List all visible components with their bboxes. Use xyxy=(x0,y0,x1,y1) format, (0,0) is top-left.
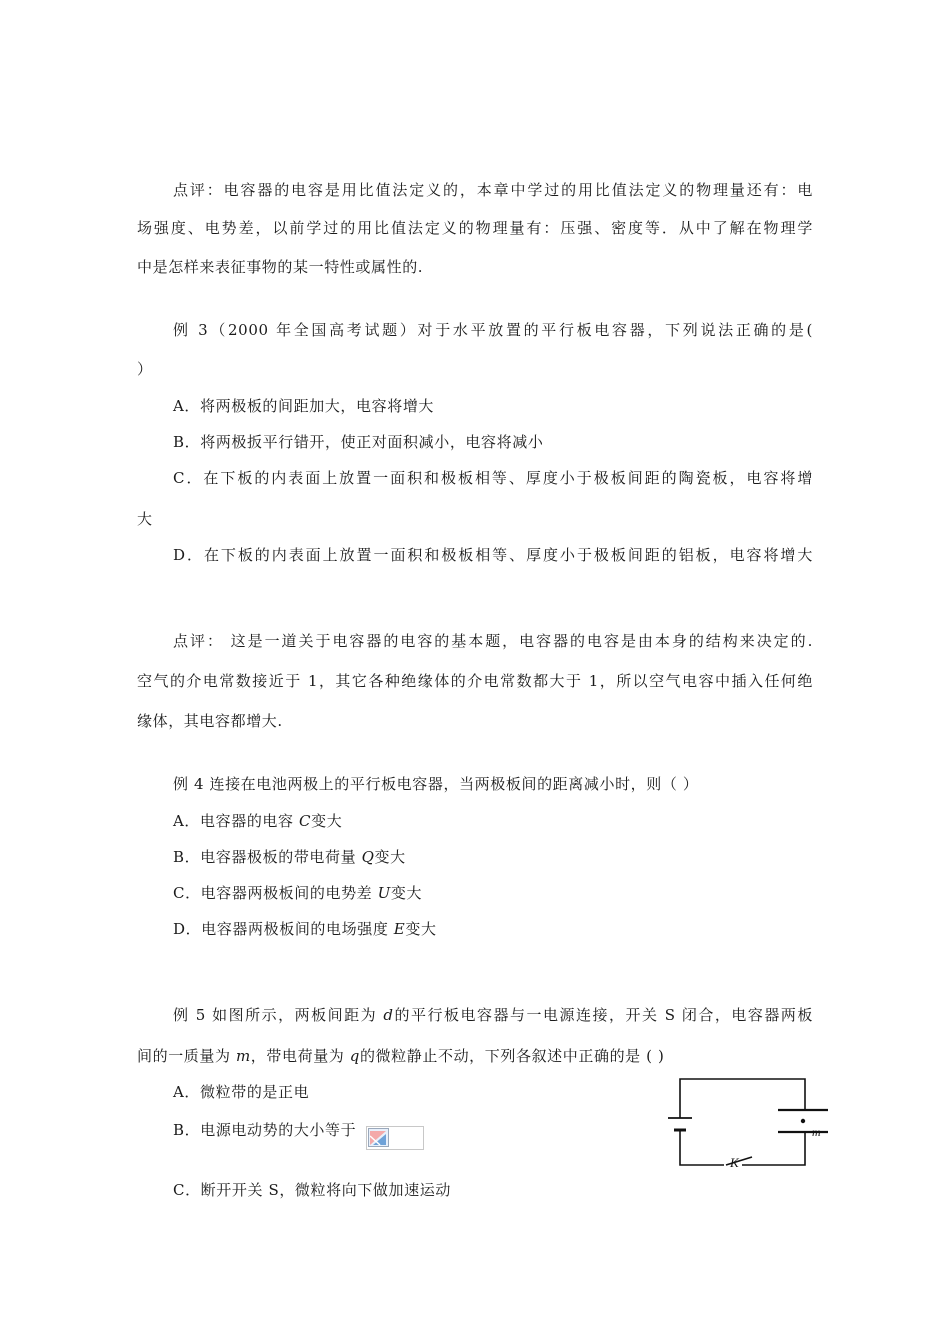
variable-q: q xyxy=(349,1047,360,1065)
ex4-option-a: A．电容器的电容 C变大 xyxy=(173,812,343,830)
variable-q: Q xyxy=(361,848,375,866)
circuit-bottom-right-wire xyxy=(742,1132,805,1165)
comment1-line3: 中是怎样来表征事物的某一特性或属性的. xyxy=(137,258,424,276)
ex3-option-d: D．在下板的内表面上放置一面积和极板相等、厚度小于极板间距的铝板，电容将增大 xyxy=(173,546,813,564)
broken-image-icon xyxy=(366,1126,424,1150)
ex3-stem-line1: 例 3（2000 年全国高考试题）对于水平放置的平行板电容器，下列说法正确的是( xyxy=(173,321,813,339)
ex5-option-a: A．微粒带的是正电 xyxy=(173,1083,310,1101)
ex5-option-b: B．电源电动势的大小等于 xyxy=(173,1121,357,1139)
circuit-label-m: m xyxy=(812,1125,821,1139)
ex4-option-c: C．电容器两极板间的电势差 U变大 xyxy=(173,884,423,902)
ex5-stem-line2: 间的一质量为 m，带电荷量为 q的微粒静止不动，下列各叙述中正确的是 ( ) xyxy=(137,1047,665,1065)
ex3-option-c-line2: 大 xyxy=(137,510,153,528)
ex4-stem: 例 4 连接在电池两极上的平行板电容器，当两极板间的距离减小时，则（ ） xyxy=(173,775,699,793)
variable-e: E xyxy=(393,920,406,938)
variable-m: m xyxy=(235,1047,251,1065)
circuit-label-k: K xyxy=(730,1155,739,1170)
ex3-option-b: B．将两极扳平行错开，使正对面积减小，电容将减小 xyxy=(173,433,544,451)
circuit-bottom-left-wire xyxy=(680,1130,724,1165)
ex3-stem-line2: ） xyxy=(137,360,153,378)
circuit-diagram xyxy=(660,1070,840,1174)
variable-c: C xyxy=(299,812,312,830)
circuit-top-wire xyxy=(680,1079,805,1118)
comment2-line1: 点评： 这是一道关于电容器的电容的基本题，电容器的电容是由本身的结构来决定的. xyxy=(173,632,813,650)
ex5-stem-line1: 例 5 如图所示，两板间距为 d的平行板电容器与一电源连接，开关 S 闭合，电容器两板 xyxy=(173,1006,813,1024)
ex4-option-b: B．电容器极板的带电荷量 Q变大 xyxy=(173,848,406,866)
comment2-line2: 空气的介电常数接近于 1，其它各种绝缘体的介电常数都大于 1，所以空气电容中插入任何绝 xyxy=(137,672,813,690)
ex3-option-c-line1: C．在下板的内表面上放置一面积和极板相等、厚度小于极板间距的陶瓷板，电容将增 xyxy=(173,469,813,487)
comment2-line3: 缘体，其电容都增大. xyxy=(137,712,283,730)
comment1-line2: 场强度、电势差，以前学过的用比值法定义的物理量有：压强、密度等．从中了解在物理学 xyxy=(137,219,813,237)
ex4-option-d: D．电容器两极板间的电场强度 E变大 xyxy=(173,920,437,938)
variable-d: d xyxy=(383,1006,394,1024)
particle-dot xyxy=(801,1119,805,1123)
variable-u: U xyxy=(377,884,391,902)
ex3-option-a: A．将两极板的间距加大，电容将增大 xyxy=(173,397,435,415)
ex5-option-c: C．断开开关 S，微粒将向下做加速运动 xyxy=(173,1181,451,1199)
comment1-line1: 点评：电容器的电容是用比值法定义的，本章中学过的用比值法定义的物理量还有：电 xyxy=(173,181,813,199)
